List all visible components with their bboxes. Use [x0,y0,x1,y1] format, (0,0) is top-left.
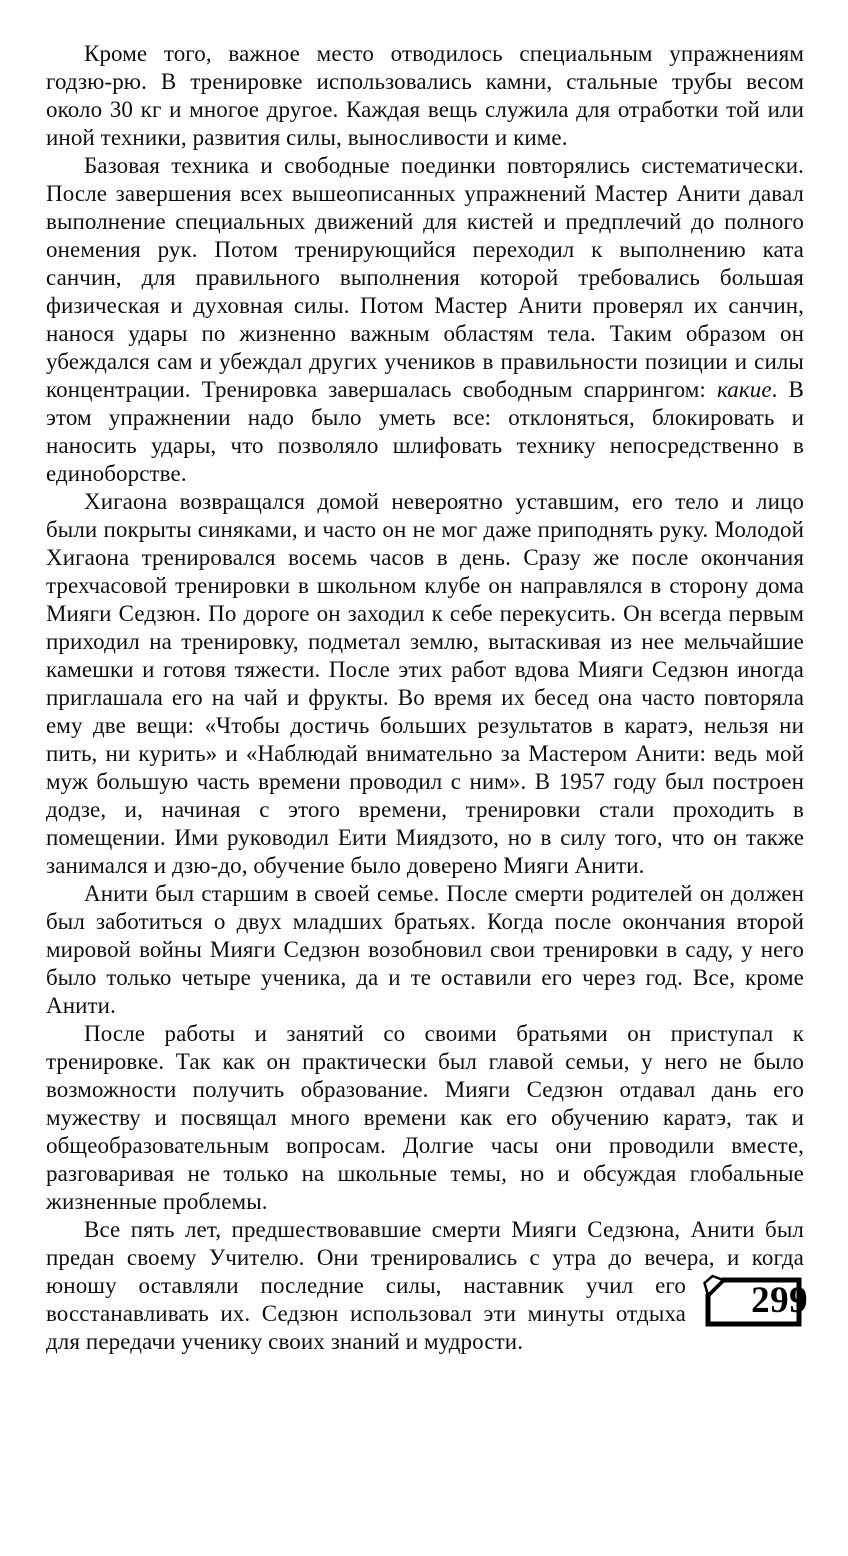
text-run: Базовая техника и свободные поединки повторялись систематически. После завершения всех вышеописанных упражнений Мастер Анити давал выполнение специальных движений для кистей и предплечий до полного онемения рук. Потом тренирующийся переходил к выполнению ката санчин, для правильного выполнения которой требовались большая физическая и духовная силы. Потом Мастер Анити проверял их санчин, нанося удары по жизненно важным областям тела. Таким образом он убеждался сам и убеждал других учеников в правильности позиции и силы концентрации. Тренировка завершалась свободным спаррингом: [46,153,804,402]
paragraph [46,1216,809,1356]
text-run: Все пять лет, предшествовавшие смерти Мияги Седзюна, Анити был предан своему Учителю. Они тренировались с утра до вечера, и когда юношу оставляли последние силы, наставник учил [46,1217,804,1298]
text-run: После работы и занятий со своими братьями он приступал к тренировке. Так как он практически был главой семьи, у него не было возможности получить образование. Мияги Седзюн отдавал дань его мужеству и посвящал много времени как его обучению каратэ, так и общеобразовательным вопросам. Долгие часы они проводили вместе, разговаривая не только на школьные темы, но и обсуждая глобальные жизненные проблемы. [46,1021,804,1214]
text-run: какие [716,377,772,402]
paragraph [46,880,804,1020]
text-run: Кроме того, важное место отводилось специальным упражнениям годзю-рю. В тренировке использовались камни, стальные трубы весом около 30 кг и многое другое. Каждая вещь служила для отработки той или иной техники, развития силы, выносливости и киме. [46,41,804,150]
page-number: 299 [751,1280,809,1321]
paragraph [46,488,804,880]
paragraph [46,40,804,152]
text-block [46,40,809,1356]
text-run: Анити был старшим в своей семье. После смерти родителей он должен был заботиться о двух младших братьях. Когда после окончания второй мировой войны Мияги Седзюн возобновил свои тренировки в саду, у него было только четыре ученика, да и те оставили его через год. Все, кроме Анити. [46,881,804,1018]
text-run: его восстанавливать их. Седзюн использовал эти минуты отдыха для передачи ученику своих знаний и мудрости. [46,1273,686,1354]
paragraph [46,1020,804,1216]
page-number-box [702,1274,809,1330]
text-run: . В этом упражнении надо было уметь все: отклоняться, блокировать и наносить удары, что позволяло шлифовать технику непосредственно в единоборстве. [46,377,804,486]
text-run: Хигаона возвращался домой невероятно уставшим, его тело и лицо были покрыты синяками, и часто он не мог даже приподнять руку. Молодой Хигаона тренировался восемь часов в день. Сразу же после окончания трехчасовой тренировки в школьном клубе он направлялся в сторону дома Мияги Седзюн. По дороге он заходил к себе перекусить. Он всегда первым приходил на тренировку, подметал землю, вытаскивая из нее мельчайшие камешки и готовя тяжести. После этих работ вдова Мияги Седзюн иногда приглашала его на чай и фрукты. Во время их бесед она часто повторяла ему две вещи: «Чтобы достичь больших результатов в каратэ, нельзя ни пить, ни курить» и «Наблюдай внимательно за Мастером Анити: ведь мой муж большую часть времени проводил с ним». В 1957 году был построен додзе, и, начиная с этого времени, тренировки стали проходить в помещении. Ими руководил Еити Миядзото, но в силу того, что он также занимался и дзю-до, обучение было доверено Мияги Анити. [46,489,804,878]
paragraph [46,152,804,488]
